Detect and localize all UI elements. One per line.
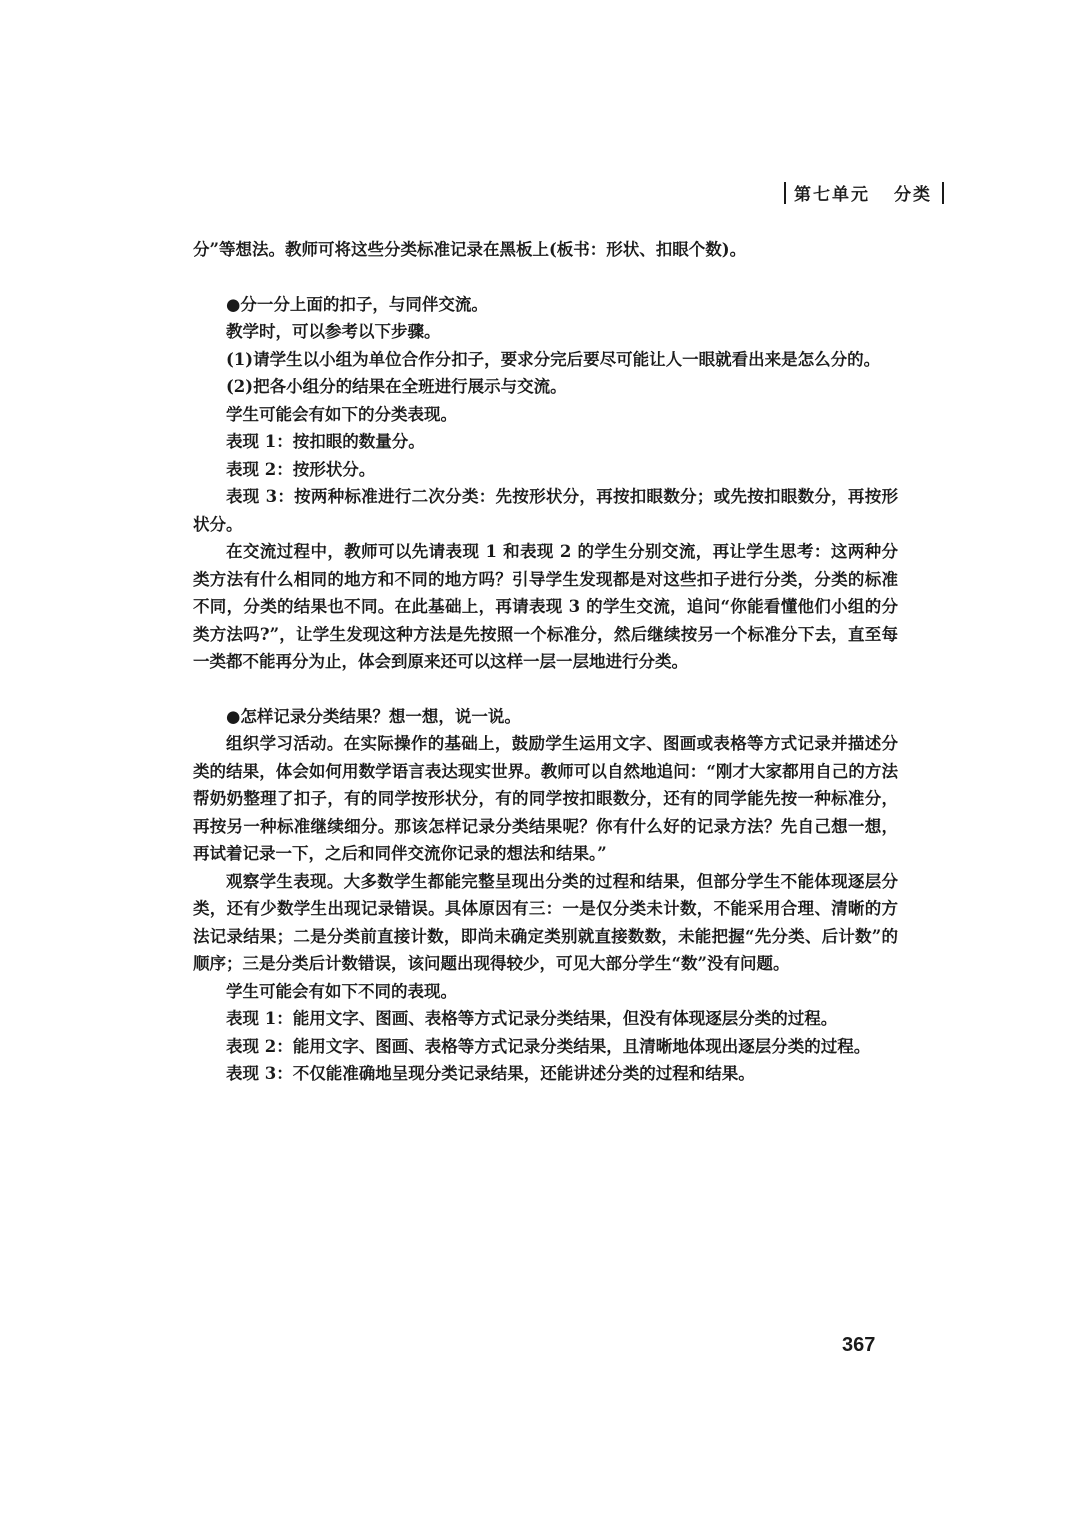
paragraph: 表现 2：按形状分。 <box>226 459 376 479</box>
header-divider <box>942 182 944 204</box>
page-number: 367 <box>842 1334 876 1356</box>
paragraph: 在交流过程中，教师可以先请表现 1 和表现 2 的学生分别交流，再让学生思考：这两种分类方法有什么相同的地方和不同的地方吗？引导学生发现都是对这些扣子进行分类，分类的标准不同，分类的结果也不同。在此基础上，再请表现 3 的学生交流，追问“你能看懂他们小组的分类方法吗?”，让学生发现这种方法是先按照一个标准分，然后继续按另一个标准分下去，直至每一类都不能再分为止，体会到原来还可以这样一层一层地进行分类。 <box>193 542 898 671</box>
paragraph: 表现 1：按扣眼的数量分。 <box>226 432 425 451</box>
topic-label: 分类 <box>894 185 932 205</box>
paragraph: 观察学生表现。大多数学生都能完整呈现出分类的过程和结果，但部分学生不能体现逐层分类，还有少数学生出现记录错误。具体原因有三：一是仅分类未计数，不能采用合理、清晰的方法记录结果；二是分类前直接计数，即尚未确定类别就直接数数，未能把握“先分类、后计数”的顺序；三是分类后计数错误，该问题出现得较少，可见大部分学生“数”没有问题。 <box>193 871 898 973</box>
paragraph: (1)请学生以小组为单位合作分扣子，要求分完后要尽可能让人一眼就看出来是怎么分的。 <box>226 349 881 369</box>
running-header <box>784 180 944 205</box>
paragraph: 表现 3：不仅能准确地呈现分类记录结果，还能讲述分类的过程和结果。 <box>226 1064 755 1083</box>
header-divider <box>784 182 786 204</box>
paragraph: 组织学习活动。在实际操作的基础上，鼓励学生运用文字、图画或表格等方式记录并描述分类的结果，体会如何用数学语言表达现实世界。教师可以自然地追问：“刚才大家都用自己的方法帮奶奶整理了扣子，有的同学按形状分，有的同学按扣眼数分，还有的同学能先按一种标准分，再按另一种标准继续细分。那该怎样记录分类结果呢？你有什么好的记录方法？先自己想一想，再试着记录一下，之后和同伴交流你记录的想法和结果。” <box>193 734 898 863</box>
body-text <box>193 236 898 1088</box>
paragraph: 教学时，可以参考以下步骤。 <box>226 322 441 341</box>
paragraph: 学生可能会有如下的分类表现。 <box>226 404 457 424</box>
paragraph: 学生可能会有如下不同的表现。 <box>226 981 457 1001</box>
paragraph: (2)把各小组分的结果在全班进行展示与交流。 <box>226 377 567 396</box>
paragraph: 表现 1：能用文字、图画、表格等方式记录分类结果，但没有体现逐层分类的过程。 <box>226 1009 838 1028</box>
section-heading: ●分一分上面的扣子，与同伴交流。 <box>226 294 488 314</box>
paragraph: 分”等想法。教师可将这些分类标准记录在黑板上(板书：形状、扣眼个数)。 <box>193 240 747 259</box>
paragraph: 表现 2：能用文字、图画、表格等方式记录分类结果，且清晰地体现出逐层分类的过程。 <box>226 1036 871 1056</box>
section-heading: ●怎样记录分类结果？想一想，说一说。 <box>226 706 521 726</box>
paragraph: 表现 3：按两种标准进行二次分类：先按形状分，再按扣眼数分；或先按扣眼数分，再按形状分。 <box>193 487 898 534</box>
chapter-label: 第七单元 <box>794 185 870 205</box>
